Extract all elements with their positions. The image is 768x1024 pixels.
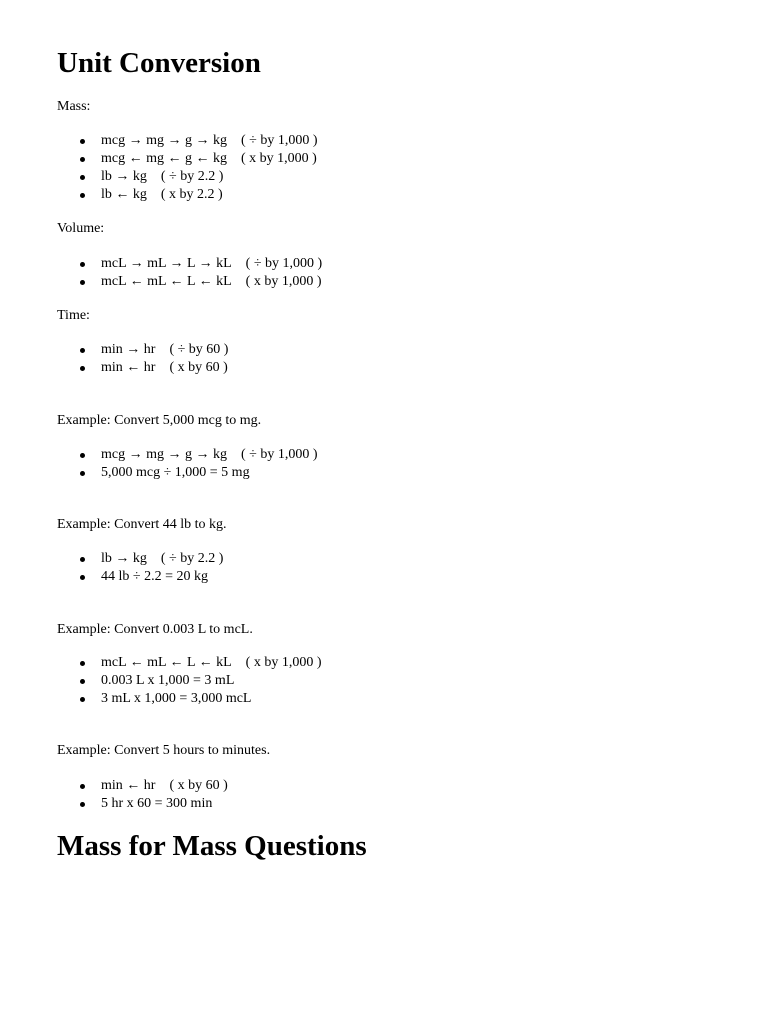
example-list xyxy=(57,446,318,482)
list-item: min ← hr ( x by 60 ) xyxy=(57,777,228,795)
bullet-icon xyxy=(80,802,85,807)
list-item: lb → kg ( ÷ by 2.2 ) xyxy=(57,168,318,186)
section-title: Mass for Mass Questions xyxy=(57,830,367,862)
page-title: Unit Conversion xyxy=(57,47,261,79)
example-label: Example: Convert 5,000 mcg to mg. xyxy=(57,413,262,428)
list-item: 5 hr x 60 = 300 min xyxy=(57,795,228,813)
bullet-icon xyxy=(80,175,85,180)
bullet-icon xyxy=(80,280,85,285)
list-item: 44 lb ÷ 2.2 = 20 kg xyxy=(57,568,223,586)
list-item: mcL → mL → L → kL ( ÷ by 1,000 ) xyxy=(57,255,322,273)
bullet-icon xyxy=(80,697,85,702)
mass-list xyxy=(57,132,318,204)
list-item: mcg → mg → g → kg ( ÷ by 1,000 ) xyxy=(57,446,318,464)
mass-label: Mass: xyxy=(57,99,91,114)
example-label: Example: Convert 44 lb to kg. xyxy=(57,517,227,532)
bullet-icon xyxy=(80,348,85,353)
list-item: 3 mL x 1,000 = 3,000 mcL xyxy=(57,690,321,708)
bullet-icon xyxy=(80,366,85,371)
volume-list xyxy=(57,255,322,291)
example-label: Example: Convert 5 hours to minutes. xyxy=(57,743,271,758)
example-list xyxy=(57,777,228,813)
bullet-icon xyxy=(80,157,85,162)
bullet-icon xyxy=(80,575,85,580)
list-item: mcL ← mL ← L ← kL ( x by 1,000 ) xyxy=(57,273,322,291)
volume-label: Volume: xyxy=(57,221,105,236)
bullet-icon xyxy=(80,453,85,458)
list-item: 5,000 mcg ÷ 1,000 = 5 mg xyxy=(57,464,318,482)
time-label: Time: xyxy=(57,308,90,323)
bullet-icon xyxy=(80,661,85,666)
bullet-icon xyxy=(80,139,85,144)
example-label: Example: Convert 0.003 L to mcL. xyxy=(57,622,253,637)
bullet-icon xyxy=(80,784,85,789)
list-item: 0.003 L x 1,000 = 3 mL xyxy=(57,672,321,690)
example-list xyxy=(57,550,223,586)
list-item: mcg → mg → g → kg ( ÷ by 1,000 ) xyxy=(57,132,318,150)
list-item: min ← hr ( x by 60 ) xyxy=(57,359,228,377)
list-item: mcg ← mg ← g ← kg ( x by 1,000 ) xyxy=(57,150,318,168)
example-list xyxy=(57,654,321,708)
list-item: lb → kg ( ÷ by 2.2 ) xyxy=(57,550,223,568)
bullet-icon xyxy=(80,679,85,684)
list-item: min → hr ( ÷ by 60 ) xyxy=(57,341,228,359)
time-list xyxy=(57,341,228,377)
bullet-icon xyxy=(80,471,85,476)
list-item: mcL ← mL ← L ← kL ( x by 1,000 ) xyxy=(57,654,321,672)
bullet-icon xyxy=(80,193,85,198)
list-item: lb ← kg ( x by 2.2 ) xyxy=(57,186,318,204)
bullet-icon xyxy=(80,557,85,562)
bullet-icon xyxy=(80,262,85,267)
